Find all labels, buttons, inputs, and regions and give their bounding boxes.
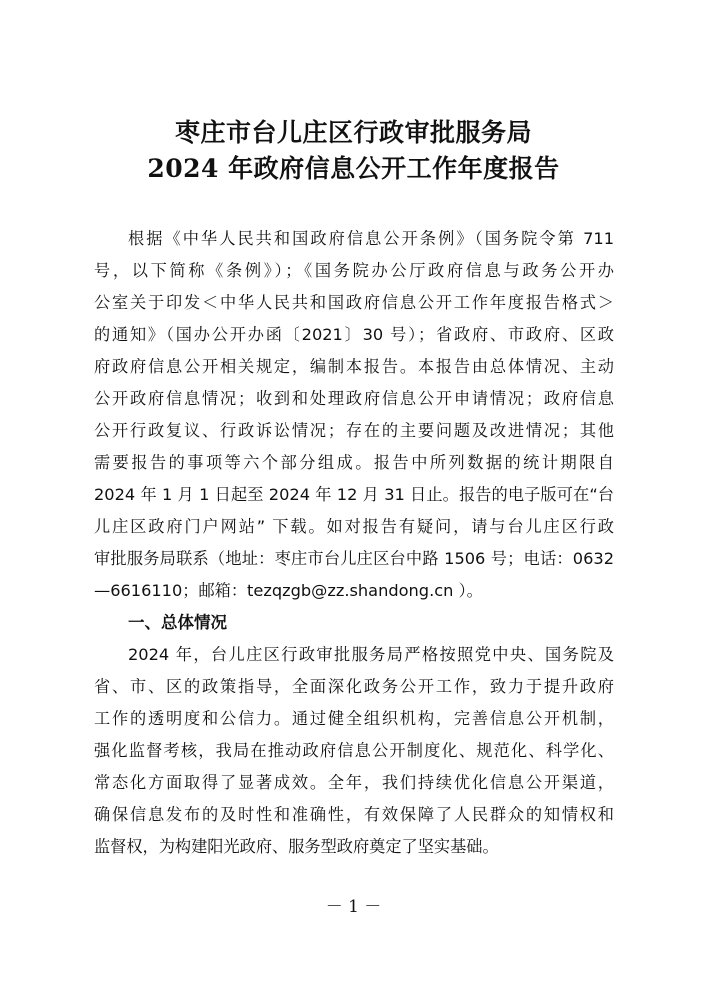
intro-line-7: 公开行政复议、行政诉讼情况；存在的主要问题及改进情况；其他 xyxy=(94,421,614,440)
section-1-line-2: 省、市、区的政策指导，全面深化政务公开工作，致力于提升政府 xyxy=(94,677,614,696)
section-1-heading: 一、总体情况 xyxy=(128,613,227,632)
intro-line-8: 需要报告的事项等六个部分组成。报告中所列数据的统计期限自 xyxy=(94,453,614,472)
page-number: － 1 － xyxy=(325,897,382,917)
section-1-line-6: 确保信息发布的及时性和准确性，有效保障了人民群众的知情权和 xyxy=(94,805,614,824)
intro-line-10: 儿庄区政府门户网站” 下载。如对报告有疑问，请与台儿庄区行政 xyxy=(94,517,614,536)
report-title-line-1: 枣庄市台儿庄区行政审批服务局 xyxy=(174,118,532,147)
intro-line-5: 府政府信息公开相关规定，编制本报告。本报告由总体情况、主动 xyxy=(94,357,614,376)
section-1-line-4: 强化监督考核，我局在推动政府信息公开制度化、规范化、科学化、 xyxy=(94,741,614,760)
report-title-line-2: 2024 年政府信息公开工作年度报告 xyxy=(147,154,560,183)
intro-line-1: 根据《中华人民共和国政府信息公开条例》（国务院令第 711 xyxy=(128,229,614,248)
intro-line-4: 的通知》（国办公开办函〔2021〕30 号）；省政府、市政府、区政 xyxy=(94,325,614,344)
intro-line-11: 审批服务局联系（地址：枣庄市台儿庄区台中路 1506 号；电话：0632 xyxy=(94,549,614,568)
intro-line-6: 公开政府信息情况；收到和处理政府信息公开申请情况；政府信息 xyxy=(94,389,614,408)
intro-line-12: —6616110；邮箱：tezqzgb@zz.shandong.cn ）。 xyxy=(94,581,483,600)
intro-line-3: 公室关于印发＜中华人民共和国政府信息公开工作年度报告格式＞ xyxy=(94,293,614,312)
section-1-line-3: 工作的透明度和公信力。通过健全组织机构，完善信息公开机制， xyxy=(94,709,614,728)
section-1-line-5: 常态化方面取得了显著成效。全年，我们持续优化信息公开渠道， xyxy=(94,773,614,792)
intro-line-9: 2024 年 1 月 1 日起至 2024 年 12 月 31 日止。报告的电子版可在“台 xyxy=(94,485,614,504)
section-1-line-1: 2024 年，台儿庄区行政审批服务局严格按照党中央、国务院及 xyxy=(128,645,614,664)
section-1-line-7: 监督权，为构建阳光政府、服务型政府奠定了坚实基础。 xyxy=(94,837,499,856)
intro-line-2: 号，以下简称《条例》）；《国务院办公厅政府信息与政务公开办 xyxy=(94,261,614,280)
